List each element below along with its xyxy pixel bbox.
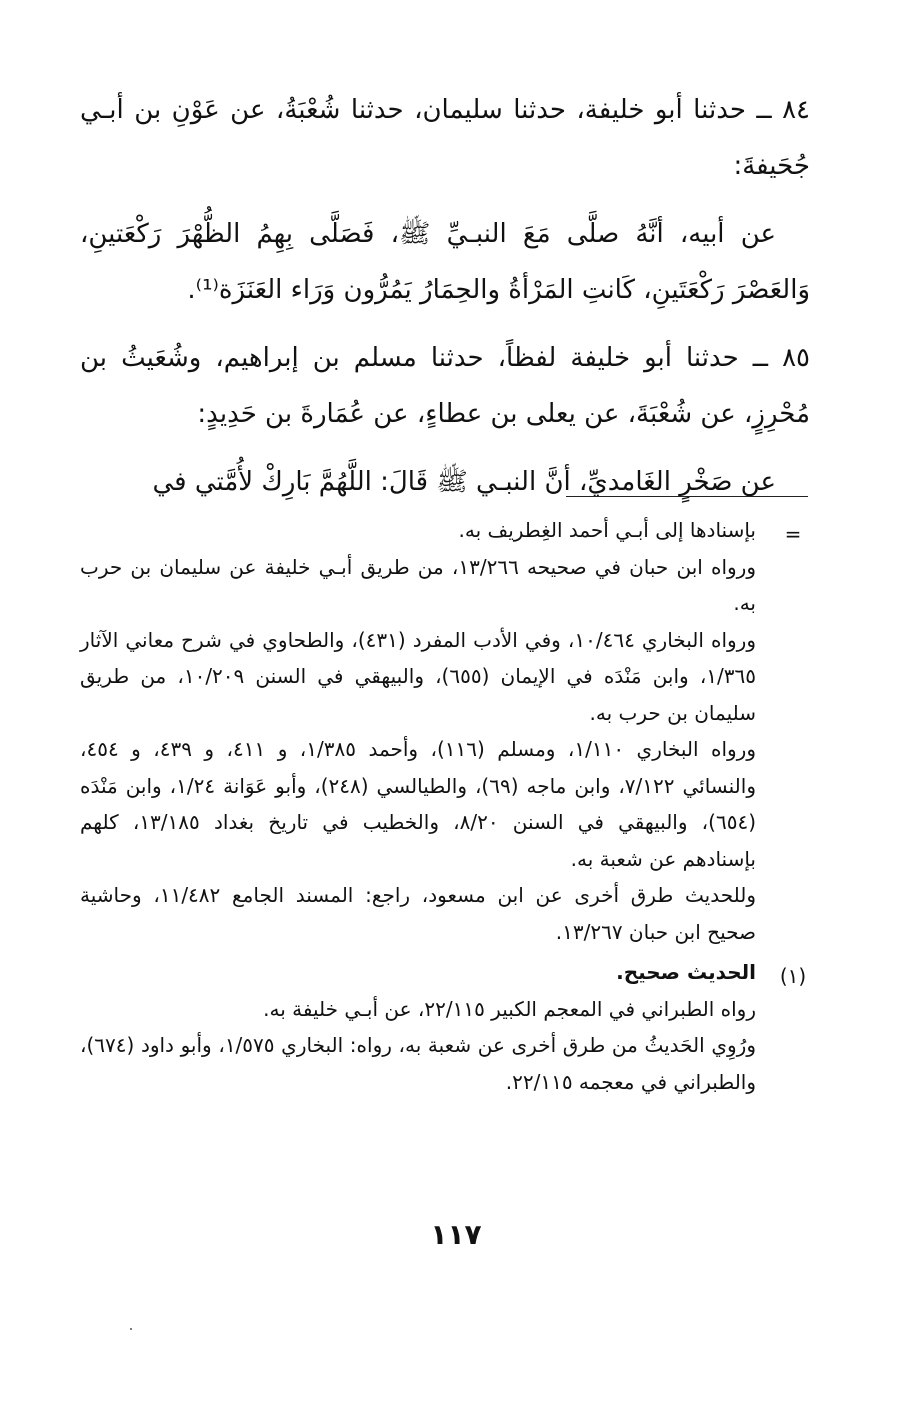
- footnote-continuation: [80, 512, 812, 950]
- hadith-84-matn: عن أبيه، أنَّهُ صلَّى مَعَ النبـيِّ ﷺ، فَصَلَّى بِهِمُ الظُّهْرَ رَكْعَتينِ، وَالعَصْرَ رَكْعَتَينِ، كَانتِ المَرْأةُ والحِمَارُ يَمُرُّون وَرَاء العَنَزَة⁽¹⁾.: [80, 219, 810, 305]
- footnote-1-mark: (١): [779, 964, 807, 988]
- footnote-paragraph: بإسنادها إلى أبـي أحمد الغِطريف به.: [458, 518, 756, 542]
- footnote-1: [80, 954, 812, 1100]
- footnote-paragraph: ورواه البخاري ١٠/٤٦٤، وفي الأدب المفرد (٤٣١)، والطحاوي في شرح معاني الآثار ١/٣٦٥، وابن مَنْدَه في الإيمان (٦٥٥)، والبيهقي في السنن ١٠/٢٠٩، من طريق سليمان بن حرب به.: [80, 627, 757, 725]
- scan-speck: [130, 1328, 132, 1330]
- footnotes: [80, 512, 812, 1104]
- footnote-1-heading: الحديث صحيح.: [616, 960, 756, 984]
- footnote-paragraph: رواه الطبراني في المعجم الكبير ٢٢/١١٥، عن أبـي خليفة به.: [263, 996, 756, 1021]
- page-number: ١١٧: [430, 1218, 482, 1251]
- footnote-paragraph: وللحديث طرق أخرى عن ابن مسعود، راجع: المسند الجامع ١١/٤٨٢، وحاشية صحيح ابن حبان ١٣/٢٦٧.: [80, 883, 756, 944]
- footnote-separator: [566, 496, 808, 497]
- hadith-84-isnad: ٨٤ ــ حدثنا أبو خليفة، حدثنا سليمان، حدثنا شُعْبَةُ، عن عَوْنِ بن أبـي جُحَيفةَ:: [80, 95, 810, 181]
- footnote-paragraph: ورواه ابن حبان في صحيحه ١٣/٢٦٦، من طريق أبـي خليفة عن سليمان بن حرب به.: [80, 554, 756, 615]
- hadith-85-matn: عن صَخْرٍ الغَامديِّ، أنَّ النبـي ﷺ قَالَ: اللَّهُمَّ بَارِكْ لأُمَّتي في: [152, 467, 776, 497]
- footnote-paragraph: ورُوِي الحَديثُ من طرق أخرى عن شعبة به، رواه: البخاري ١/٥٧٥، وأبو داود (٦٧٤)، والطبراني في معجمه ٢٢/١١٥.: [80, 1033, 756, 1094]
- main-text: [80, 82, 810, 522]
- continuation-mark: =: [784, 522, 802, 546]
- hadith-85-isnad: ٨٥ ــ حدثنا أبو خليفة لفظاً، حدثنا مسلم بن إبراهيم، وشُعَيثُ بن مُحْرِزٍ، عن شُعْبَةَ، عن يعلى بن عطاءٍ، عن عُمَارةَ بن حَدِيدٍ:: [80, 343, 810, 429]
- footnote-paragraph: ورواه البخاري ١/١١٠، ومسلم (١١٦)، وأحمد ١/٣٨٥، و ٤١١، و ٤٣٩، و ٤٥٤، والنسائي ٧/١٢٢، وابن ماجه (٦٩)، والطيالسي (٢٤٨)، وأبو عَوَانة ١/٢٤، وابن مَنْدَه (٦٥٤)، والبيهقي في السنن ٨/٢٠، والخطيب في تاريخ بغداد ١٣/١٨٥، كلهم بإسنادهم عن شعبة به.: [80, 737, 757, 871]
